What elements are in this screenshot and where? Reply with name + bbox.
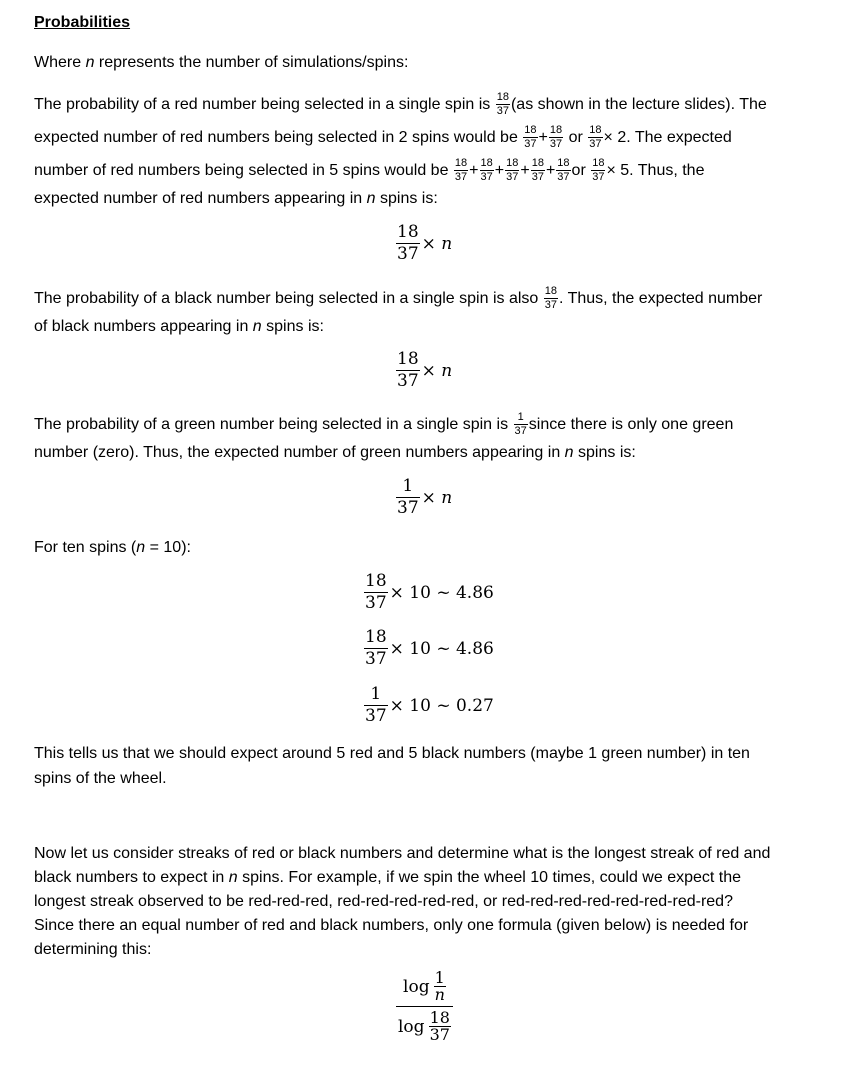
var-n: n [228, 869, 238, 886]
streak-line-5: determining this: [34, 941, 152, 958]
numerator: 18 [397, 222, 419, 242]
fraction-18-37 [364, 629, 388, 668]
log-word: log [398, 1016, 425, 1037]
plus-sign: + [545, 162, 556, 179]
fraction-18-37 [549, 125, 563, 150]
times-sign: × [421, 487, 442, 508]
fraction-18-37 [396, 351, 420, 390]
numerator: 18 [365, 571, 387, 591]
red-line-3 [34, 158, 824, 183]
red-ten-spins-formula [364, 573, 494, 612]
text: . Thus, the expected number [558, 290, 763, 307]
denominator: 37 [397, 244, 419, 264]
numerator: 18 [589, 124, 602, 137]
text: spins is: [261, 318, 324, 335]
text: For ten spins ( [34, 539, 137, 556]
var-n: n [252, 318, 262, 335]
section-title: Probabilities [34, 14, 131, 31]
fraction-18-37 [505, 158, 519, 183]
streak-line-3: longest streak observed to be red-red-red, red-red-red-red-red, or red-red-red-red-red-red-red-red? [34, 893, 733, 910]
plus-sign: + [469, 162, 479, 179]
fraction-18-37 [364, 573, 388, 612]
denominator: 37 [544, 299, 557, 312]
intro-text: Where [34, 54, 86, 71]
text: = 10): [145, 539, 191, 556]
text: black numbers to expect in [34, 869, 229, 886]
times-n [422, 234, 453, 254]
fraction-18-37 [496, 92, 510, 117]
fraction-1-37 [514, 412, 528, 437]
green-line-2 [34, 440, 824, 465]
numerator: 1 [370, 684, 382, 704]
fraction-18-37 [429, 1010, 451, 1043]
green-ten-spins-formula [364, 686, 494, 725]
numerator: 18 [429, 1008, 450, 1027]
numerator: 18 [592, 157, 605, 170]
fraction-18-37 [591, 158, 605, 183]
black-line-2 [34, 314, 824, 339]
text: The probability of a green number being selected in a single spin is [34, 416, 513, 433]
text: expected number of red numbers appearing in [34, 190, 367, 207]
text: The probability of a red number being selected in a single spin is [34, 96, 495, 113]
numerator: 18 [454, 157, 468, 170]
denominator: 37 [514, 425, 527, 438]
text: spins is: [573, 444, 636, 461]
fraction-18-37 [531, 158, 545, 183]
text: or [568, 129, 583, 146]
denominator: 37 [397, 371, 419, 391]
numerator: 18 [506, 157, 519, 170]
numerator: 18 [557, 157, 570, 170]
text: of black numbers appearing in [34, 318, 253, 335]
fraction-18-37 [396, 224, 420, 263]
text: (as shown in the lecture slides). The [510, 96, 767, 113]
text: × 5. Thus, the [606, 162, 705, 179]
denominator: 37 [365, 593, 387, 613]
fraction-1-37 [396, 478, 420, 517]
text: spins. For example, if we spin the wheel 10 times, could we expect the [237, 869, 742, 886]
black-expected-formula [396, 351, 452, 390]
text: The probability of a black number being selected in a single spin is also [34, 290, 543, 307]
black-ten-spins-formula [364, 629, 494, 668]
log-word: log [403, 976, 430, 997]
fraction-1-37 [364, 686, 388, 725]
times-sign: × [421, 360, 442, 381]
denominator: 37 [592, 171, 605, 184]
numerator: 1 [402, 476, 414, 496]
fraction-18-37 [480, 158, 494, 183]
fraction-18-37 [556, 158, 570, 183]
fraction-18-37 [588, 125, 602, 150]
text: or [571, 162, 586, 179]
text: number of red numbers being selected in 5 spins would be [34, 162, 453, 179]
denominator: 37 [531, 171, 544, 184]
intro-text-end: represents the number of simulations/spins: [94, 54, 409, 71]
denominator: 37 [557, 171, 570, 184]
times-n [422, 361, 453, 381]
plus-sign: + [520, 162, 530, 179]
ten-spins-heading [34, 535, 824, 560]
denominator: n [434, 985, 445, 1004]
green-result: × 10 ~ 0.27 [389, 695, 494, 716]
plus-sign: + [494, 162, 505, 179]
denominator: 37 [589, 138, 602, 151]
numerator: 1 [517, 411, 524, 424]
numerator: 18 [496, 91, 509, 104]
denominator: 37 [480, 171, 493, 184]
log-numerator [396, 970, 453, 1006]
text: number (zero). Thus, the expected number of green numbers appearing in [34, 444, 565, 461]
green-line-1 [34, 412, 824, 437]
red-expected-formula [396, 224, 452, 263]
denominator: 37 [524, 138, 537, 151]
denominator: 37 [496, 105, 509, 118]
denominator: 37 [397, 498, 419, 518]
times-n [422, 488, 453, 508]
red-line-2 [34, 125, 824, 150]
denominator: 37 [549, 138, 563, 151]
streak-line-1: Now let us consider streaks of red or black numbers and determine what is the longest streak of red and [34, 845, 771, 862]
fraction-18-37 [454, 158, 468, 183]
denominator: 37 [365, 649, 387, 669]
streak-line-2 [34, 865, 824, 890]
numerator: 18 [397, 349, 419, 369]
numerator: 18 [549, 124, 563, 137]
denominator: 37 [506, 171, 519, 184]
intro-paragraph [34, 50, 824, 75]
streak-line-4: Since there an equal number of red and black numbers, only one formula (given below) is needed for [34, 917, 749, 934]
red-result: × 10 ~ 4.86 [389, 582, 494, 603]
var-n: n [441, 360, 453, 381]
green-expected-formula [396, 478, 452, 517]
fraction-18-37 [544, 286, 558, 311]
var-n: n [441, 487, 453, 508]
numerator: 18 [365, 627, 387, 647]
plus-sign: + [538, 129, 548, 146]
longest-streak-formula [396, 970, 453, 1043]
var-n: n [441, 233, 453, 254]
var-n: n [564, 444, 574, 461]
log-denominator [396, 1006, 453, 1043]
black-result: × 10 ~ 4.86 [389, 638, 494, 659]
text: expected number of red numbers being selected in 2 spins would be [34, 129, 523, 146]
var-n: n [85, 54, 95, 71]
black-line-1 [34, 286, 824, 311]
text: × 2. The expected [603, 129, 732, 146]
times-sign: × [421, 233, 442, 254]
denominator: 37 [454, 171, 468, 184]
var-n: n [136, 539, 146, 556]
numerator: 18 [524, 124, 537, 137]
fraction-18-37 [523, 125, 537, 150]
text: since there is only one green [528, 416, 734, 433]
expect-line-1: This tells us that we should expect around 5 red and 5 black numbers (maybe 1 green number) in ten [34, 745, 750, 762]
red-line-4 [34, 186, 824, 211]
numerator: 18 [531, 157, 544, 170]
fraction-1-n [434, 970, 446, 1003]
numerator: 18 [480, 157, 493, 170]
text: spins is: [375, 190, 438, 207]
numerator: 18 [544, 285, 557, 298]
red-line-1 [34, 92, 824, 117]
var-n: n [366, 190, 376, 207]
numerator: 1 [434, 968, 445, 987]
denominator: 37 [365, 706, 387, 726]
denominator: 37 [429, 1025, 450, 1044]
expect-line-2: spins of the wheel. [34, 770, 167, 787]
